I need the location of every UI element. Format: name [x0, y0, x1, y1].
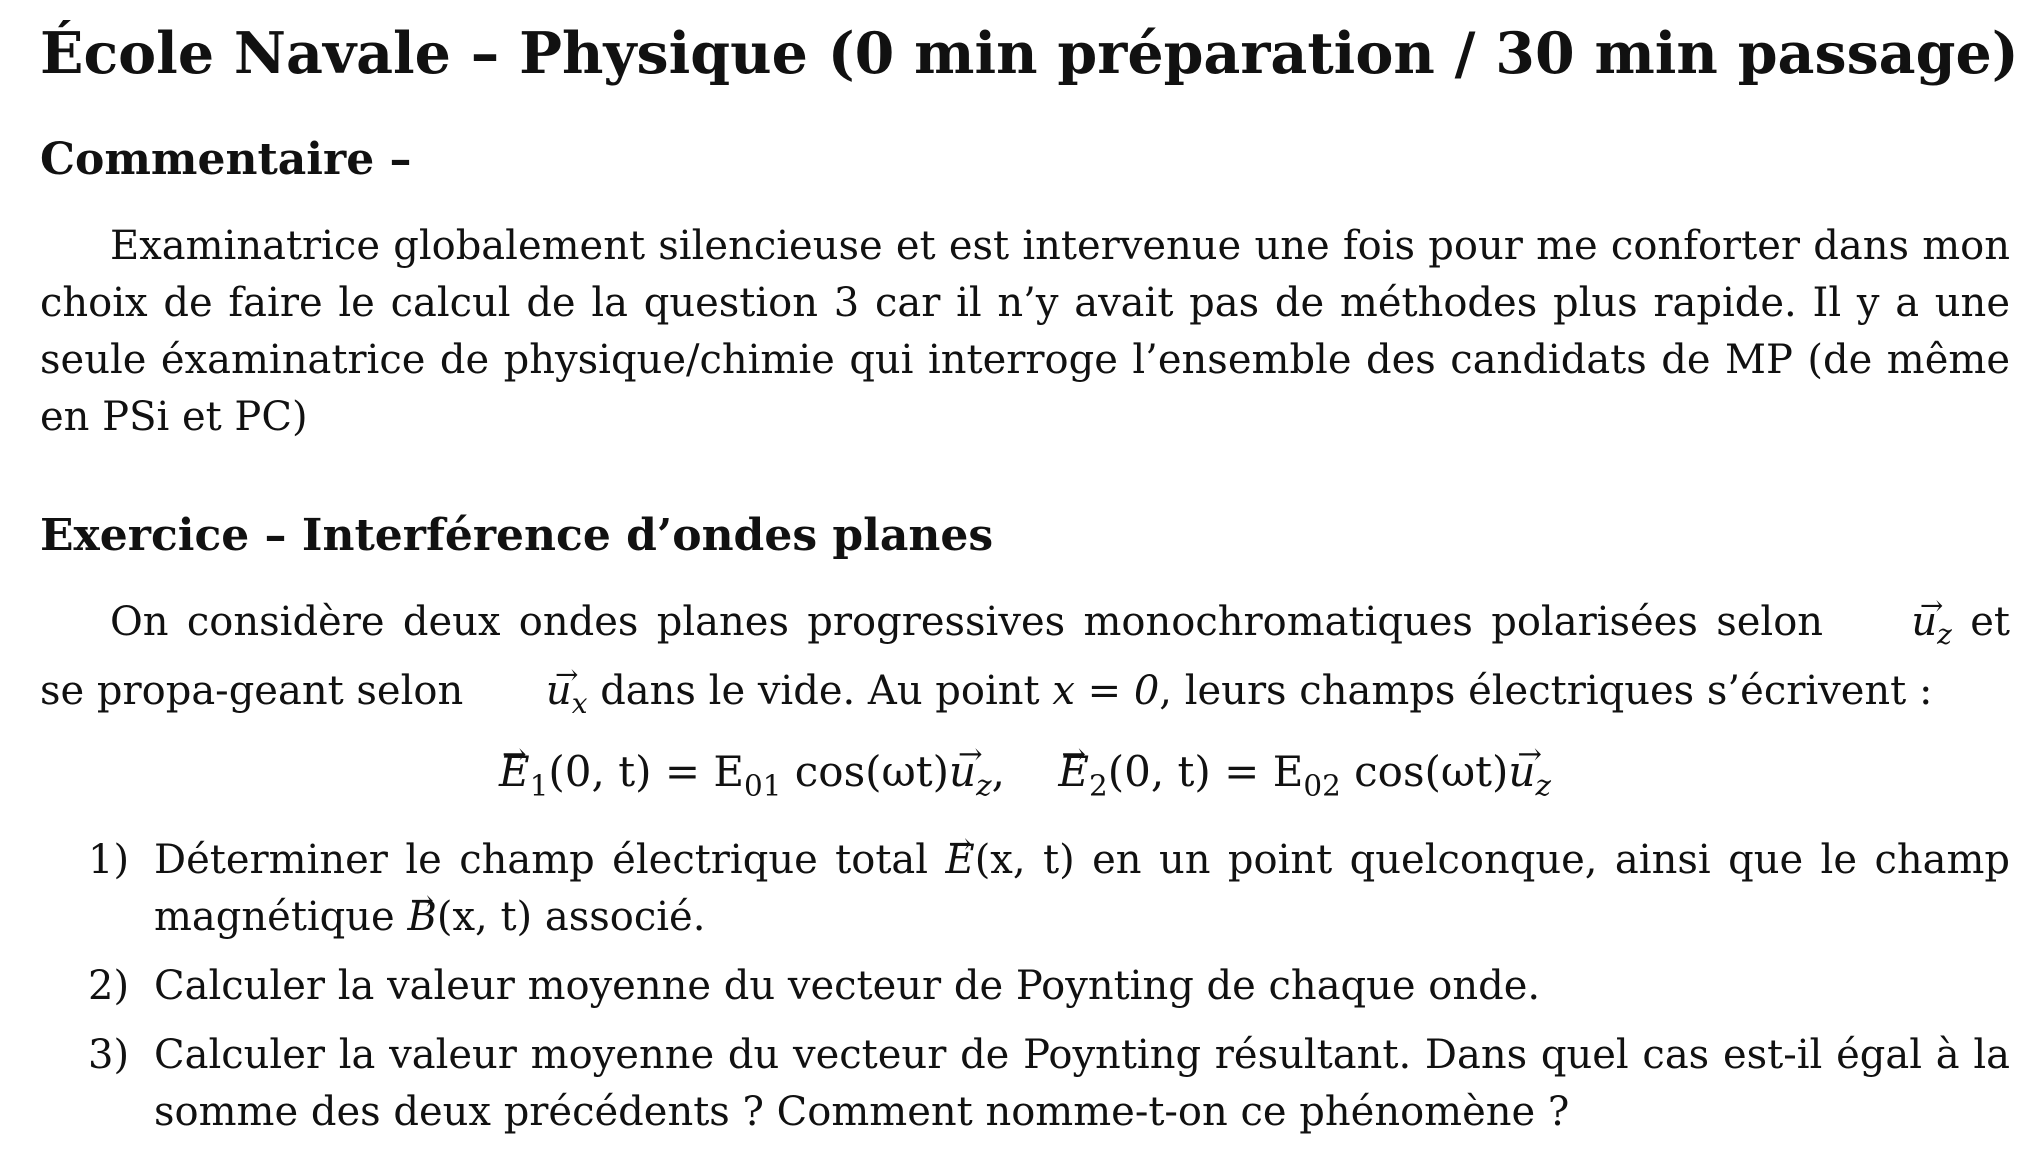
exercise-intro-paragraph [40, 594, 2010, 732]
unit-vector-uz-eq2: → $u_z$ [1508, 742, 1551, 815]
vector-E2: → E [1058, 742, 1089, 802]
question-3-text: Calculer la valeur moyenne du vecteur de Poynting résultant. Dans quel cas est-il égal à la somme des deux précédents ? Comment nomme-t-on ce phénomène ? [154, 1032, 2010, 1135]
question-list [40, 832, 2010, 1153]
equation-e2-sub: 02 [1303, 768, 1341, 803]
question-number: 3) [88, 1032, 130, 1078]
question-2-text: Calculer la valeur moyenne du vecteur de Poynting de chaque onde. [154, 963, 1541, 1009]
intro-text-5: , leurs champs électriques s’écrivent : [1159, 668, 1933, 714]
equation-e1: (0, t) = E [548, 747, 745, 796]
equation-e2: (0, t) = E [1107, 747, 1304, 796]
question-1-text-4: (x, t) [436, 894, 533, 940]
question-1-text-1: Déterminer le champ électrique total [154, 837, 946, 883]
intro-text-3: dans le vide. Au point [587, 668, 1053, 714]
equation-e1-sub: 01 [744, 768, 782, 803]
question-number: 1) [88, 837, 130, 883]
unit-vector-ux: → $u_x$ [476, 663, 588, 732]
field-equation: → $E_1(0$, $t) = E_{01}$ $\cos(\omega t)\to u_z$, → $E_2(0$, $t) = E_{02}$ $\cos(\omega t)\to u_z$ [40, 742, 2010, 815]
vector-E-total: → E [945, 832, 974, 889]
intro-math-x0: x = 0 [1052, 668, 1160, 714]
question-1-text-3: en un point quelconque, ainsi que le champ magnétique [154, 837, 2010, 940]
question-2 [40, 958, 2010, 1015]
intro-text-1: On considère deux ondes planes progressives monochromatiques polarisées selon [110, 599, 1842, 645]
unit-vector-uz-eq1: → $u_z$ [949, 742, 992, 815]
question-number: 2) [88, 963, 130, 1009]
equation-e2-rest: cos(ωt) [1340, 747, 1509, 796]
question-1-text-5: associé. [532, 894, 706, 940]
question-3 [40, 1027, 2010, 1141]
vector-B: → B [407, 889, 436, 946]
question-1 [40, 832, 2010, 946]
unit-vector-uz: → $u_z$ [1841, 594, 1952, 663]
page-title: École Navale – Physique (0 min préparation / 30 min passage) [40, 20, 2019, 87]
question-1-text-2: (x, t) [974, 837, 1075, 883]
intro-text-2: et se propa-geant selon [40, 599, 2010, 714]
comment-paragraph: Examinatrice globalement silencieuse et est intervenue une fois pour me conforter dans mon choix de faire le calcul de la question 3 car il n’y avait pas de méthodes plus rapide. Il y a une seule éxaminatrice de physique/chimie qui interroge l’ensemble des candidats de MP (de même en PSi et PC) [40, 223, 2010, 440]
comment-heading: Commentaire – [40, 134, 412, 185]
exercise-heading: Exercice – Interférence d’ondes planes [40, 510, 994, 561]
equation-e1-rest: cos(ωt) [781, 747, 950, 796]
vector-E1: → E [499, 742, 530, 802]
